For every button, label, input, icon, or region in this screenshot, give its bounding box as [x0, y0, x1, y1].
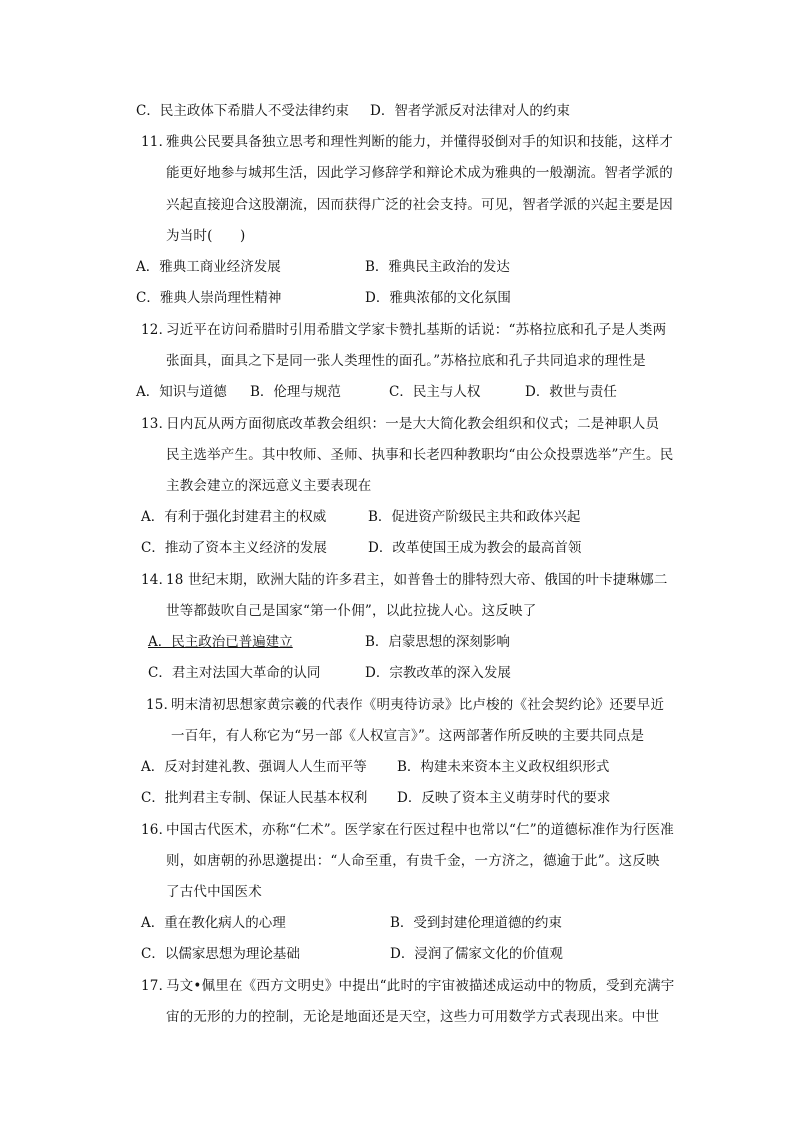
question-17-line-1: 马文•佩里在《西方文明史》中提出“此时的宇宙被描述成运动中的物质，受到充满宇: [166, 978, 675, 994]
question-15-option-b: B．构建未来资本主义政权组织形式: [397, 759, 610, 775]
question-16-option-a: A．重在教化病人的心理: [141, 915, 286, 931]
question-12-option-b: B．伦理与规范: [250, 384, 341, 400]
question-16-line-1: 中国古代医术，亦称“仁术”。医学家在行医过程中也常以“仁”的道德标准作为行医准: [166, 822, 674, 838]
question-12-number: 12．: [141, 322, 173, 338]
question-14-number: 14．: [141, 572, 173, 588]
question-14-option-b: B．启蒙思想的深刻影响: [365, 634, 510, 650]
question-15-option-a: A．反对封建礼教、强调人人生而平等: [141, 759, 367, 775]
question-14-option-a: A．民主政治已普遍建立: [148, 634, 293, 650]
question-16-line-3: 了古代中国医术: [166, 884, 262, 900]
question-14-line-1: 18 世纪末期，欧洲大陆的许多君主，如普鲁士的腓特烈大帝、俄国的叶卡捷琳娜二: [166, 572, 668, 588]
question-16-option-c: C．以儒家思想为理论基础: [141, 946, 300, 962]
question-16-option-d: D．浸润了儒家文化的价值观: [390, 946, 563, 962]
question-13-option-a: A．有利于强化封建君主的权威: [141, 509, 327, 525]
question-12-option-d: D．救世与责任: [525, 384, 617, 400]
question-13-number: 13．: [141, 416, 173, 432]
question-11-line-3: 兴起直接迎合这股潮流，因而获得广泛的社会支持。可见，智者学派的兴起主要是因: [166, 197, 673, 213]
question-11-number: 11．: [141, 134, 173, 150]
question-11-option-b: B．雅典民主政治的发达: [365, 259, 510, 275]
prev-question-option-c: C．民主政体下希腊人不受法律约束: [136, 103, 349, 119]
question-13-line-2: 民主选举产生。其中牧师、圣师、执事和长老四种教职均“由公众投票选举”产生。民: [166, 447, 674, 463]
question-12-option-c: C．民主与人权: [389, 384, 481, 400]
prev-question-option-d: D．智者学派反对法律对人的约束: [370, 103, 570, 119]
question-15-option-d: D．反映了资本主义萌芽时代的要求: [397, 790, 611, 806]
question-11-option-d: D．雅典浓郁的文化氛围: [365, 290, 511, 306]
question-15-line-2: 一百年，有人称它为“另一部《人权宣言》”。这两部著作所反映的主要共同点是: [171, 728, 645, 744]
question-11-option-a: A．雅典工商业经济发展: [136, 259, 281, 275]
question-14-option-d: D．宗教改革的深入发展: [365, 665, 511, 681]
question-15-option-c: C．批判君主专制、保证人民基本权利: [141, 790, 368, 806]
question-12-line-2: 张面具，面具之下是同一张人类理性的面孔。”苏格拉底和孔子共同追求的理性是: [166, 353, 646, 369]
question-16-option-b: B．受到封建伦理道德的约束: [390, 915, 562, 931]
question-13-option-b: B．促进资产阶级民主共和政体兴起: [368, 509, 581, 525]
question-13-line-1: 日内瓦从两方面彻底改革教会组织：一是大大简化教会组织和仪式；二是神职人员: [166, 416, 660, 432]
question-11-line-2: 能更好地参与城邦生活，因此学习修辞学和辩论术成为雅典的一般潮流。智者学派的: [166, 165, 673, 181]
question-16-number: 16．: [141, 822, 173, 838]
question-12-line-1: 习近平在访问希腊时引用希腊文学家卡赞扎基斯的话说：“苏格拉底和孔子是人类两: [166, 322, 667, 338]
question-11-option-c: C．雅典人崇尚理性精神: [136, 290, 282, 306]
question-16-line-2: 则，如唐朝的孙思邈提出：“人命至重，有贵千金，一方济之，德逾于此”。这反映: [166, 853, 660, 869]
question-11-line-4: 为当时( ): [166, 228, 246, 244]
question-15-number: 15．: [146, 697, 178, 713]
question-13-line-3: 主教会建立的深远意义主要表现在: [166, 478, 372, 494]
question-14-line-2: 世等都鼓吹自己是国家“第一仆佣”，以此拉拢人心。这反映了: [166, 603, 537, 619]
question-17-line-2: 宙的无形的力的控制，无论是地面还是天空，这些力可用数学方式表现出来。中世: [166, 1009, 660, 1025]
question-13-option-c: C．推动了资本主义经济的发展: [141, 540, 327, 556]
question-17-number: 17．: [141, 978, 173, 994]
question-14-option-c: C．君主对法国大革命的认同: [148, 665, 321, 681]
question-11-line-1: 雅典公民要具备独立思考和理性判断的能力，并懂得驳倒对手的知识和技能，这样才: [166, 134, 673, 150]
question-12-option-a: A．知识与道德: [136, 384, 227, 400]
question-13-option-d: D．改革使国王成为教会的最高首领: [368, 540, 582, 556]
question-15-line-1: 明末清初思想家黄宗羲的代表作《明夷待访录》比卢梭的《社会契约论》还要早近: [171, 697, 665, 713]
